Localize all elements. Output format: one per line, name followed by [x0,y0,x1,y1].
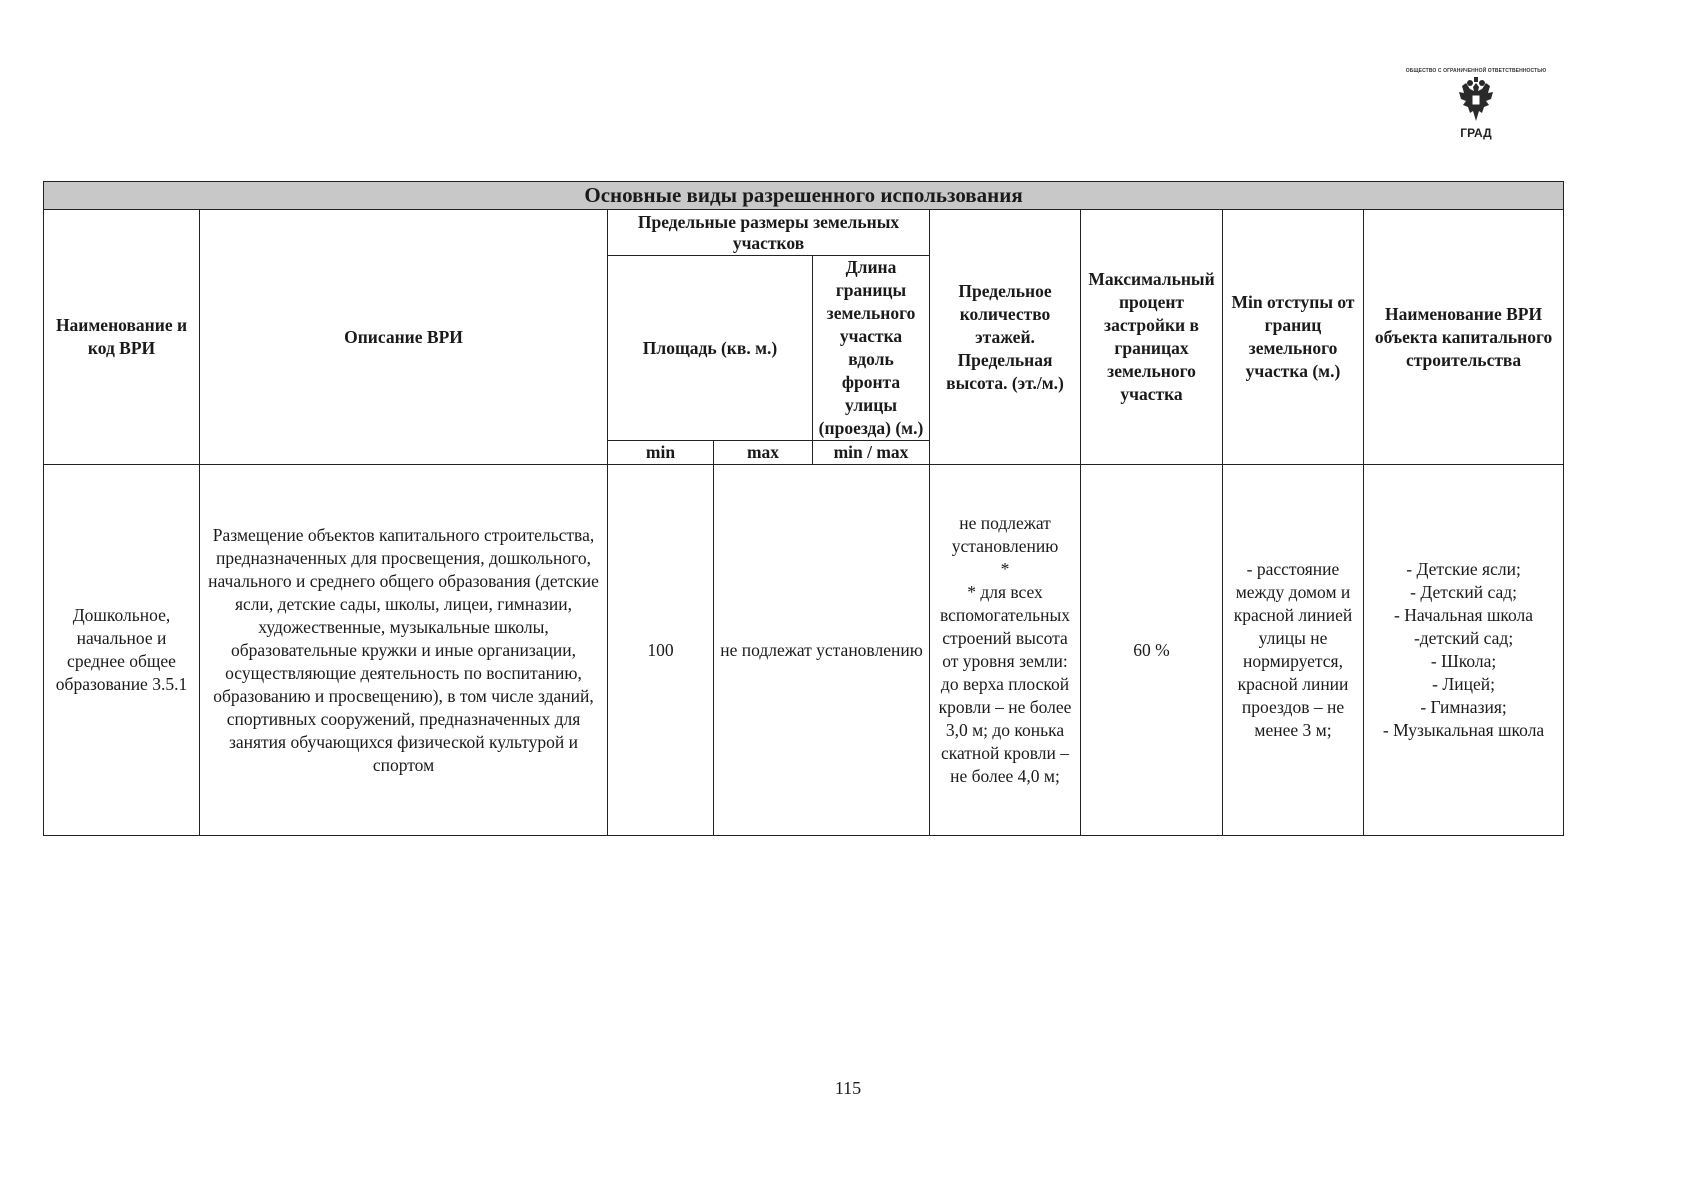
floors-line: * для всех вспомогательных строений высота от уровня земли: до верха плоской кровли – не более 3,0 м; до конька скатной кровли – не более 4,0 м; [938,582,1072,786]
cell-description: Размещение объектов капитального строительства, предназначенных для просвещения, дошкольного, начального и среднего общего образования (детские ясли, детские сады, школы, лицеи, гимназии, художественные, музыкальные школы, образовательные кружки и иные организации, осуществляющие деятельность по воспитанию, образованию и просвещению), в том числе зданий, спортивных сооружений, предназначенных для занятия обучающихся физической культурой и спортом [200,465,608,836]
table-row [44,465,1564,836]
list-item: - Начальная школа -детский сад; [1394,605,1534,648]
header-object-names: Наименование ВРИ объекта капитального строительства [1364,210,1564,465]
header-floors: Предельное количество этажей. Предельная высота. (эт./м.) [930,210,1081,465]
permitted-use-table [43,181,1564,836]
header-area: Площадь (кв. м.) [608,256,813,441]
logo-name: ГРАД [1460,126,1492,140]
list-item: - Гимназия; [1420,697,1507,717]
header-frontage-minmax: min / max [813,441,930,465]
company-logo [1392,68,1560,139]
cell-setbacks: - расстояние между домом и красной линией улицы не нормируется, красной линии проездов – не менее 3 м; [1223,465,1364,836]
list-item: - Детские ясли; [1406,559,1521,579]
floors-line: * [1000,559,1010,579]
cell-floors [930,465,1081,836]
floors-line: не подлежат установлению [951,513,1059,556]
cell-area-min: 100 [608,465,714,836]
list-item: - Музыкальная школа [1382,720,1545,740]
header-area-max: max [714,441,813,465]
header-area-min: min [608,441,714,465]
logo-caption: ОБЩЕСТВО С ОГРАНИЧЕННОЙ ОТВЕТСТВЕННОСТЬЮ [1405,68,1547,74]
list-item: - Детский сад; [1410,582,1517,602]
header-max-coverage: Максимальный процент застройки в границах земельного участка [1081,210,1223,465]
cell-area-max-frontage: не подлежат установлению [714,465,930,836]
table-title: Основные виды разрешенного использования [44,182,1564,210]
cell-name-code: Дошкольное, начальное и среднее общее образование 3.5.1 [44,465,200,836]
header-description: Описание ВРИ [200,210,608,465]
list-item: - Школа; [1430,651,1497,671]
cell-object-names [1364,465,1564,836]
eagle-emblem-icon [1456,77,1496,125]
cell-max-coverage: 60 % [1081,465,1223,836]
header-setbacks: Min отступы от границ земельного участка (м.) [1223,210,1364,465]
list-item: - Лицей; [1432,674,1495,694]
page-number: 115 [834,1078,862,1098]
header-frontage: Длина границы земельного участка вдоль фронта улицы (проезда) (м.) [813,256,930,441]
header-plot-sizes-group: Предельные размеры земельных участков [608,210,930,256]
header-name-code: Наименование и код ВРИ [44,210,200,465]
